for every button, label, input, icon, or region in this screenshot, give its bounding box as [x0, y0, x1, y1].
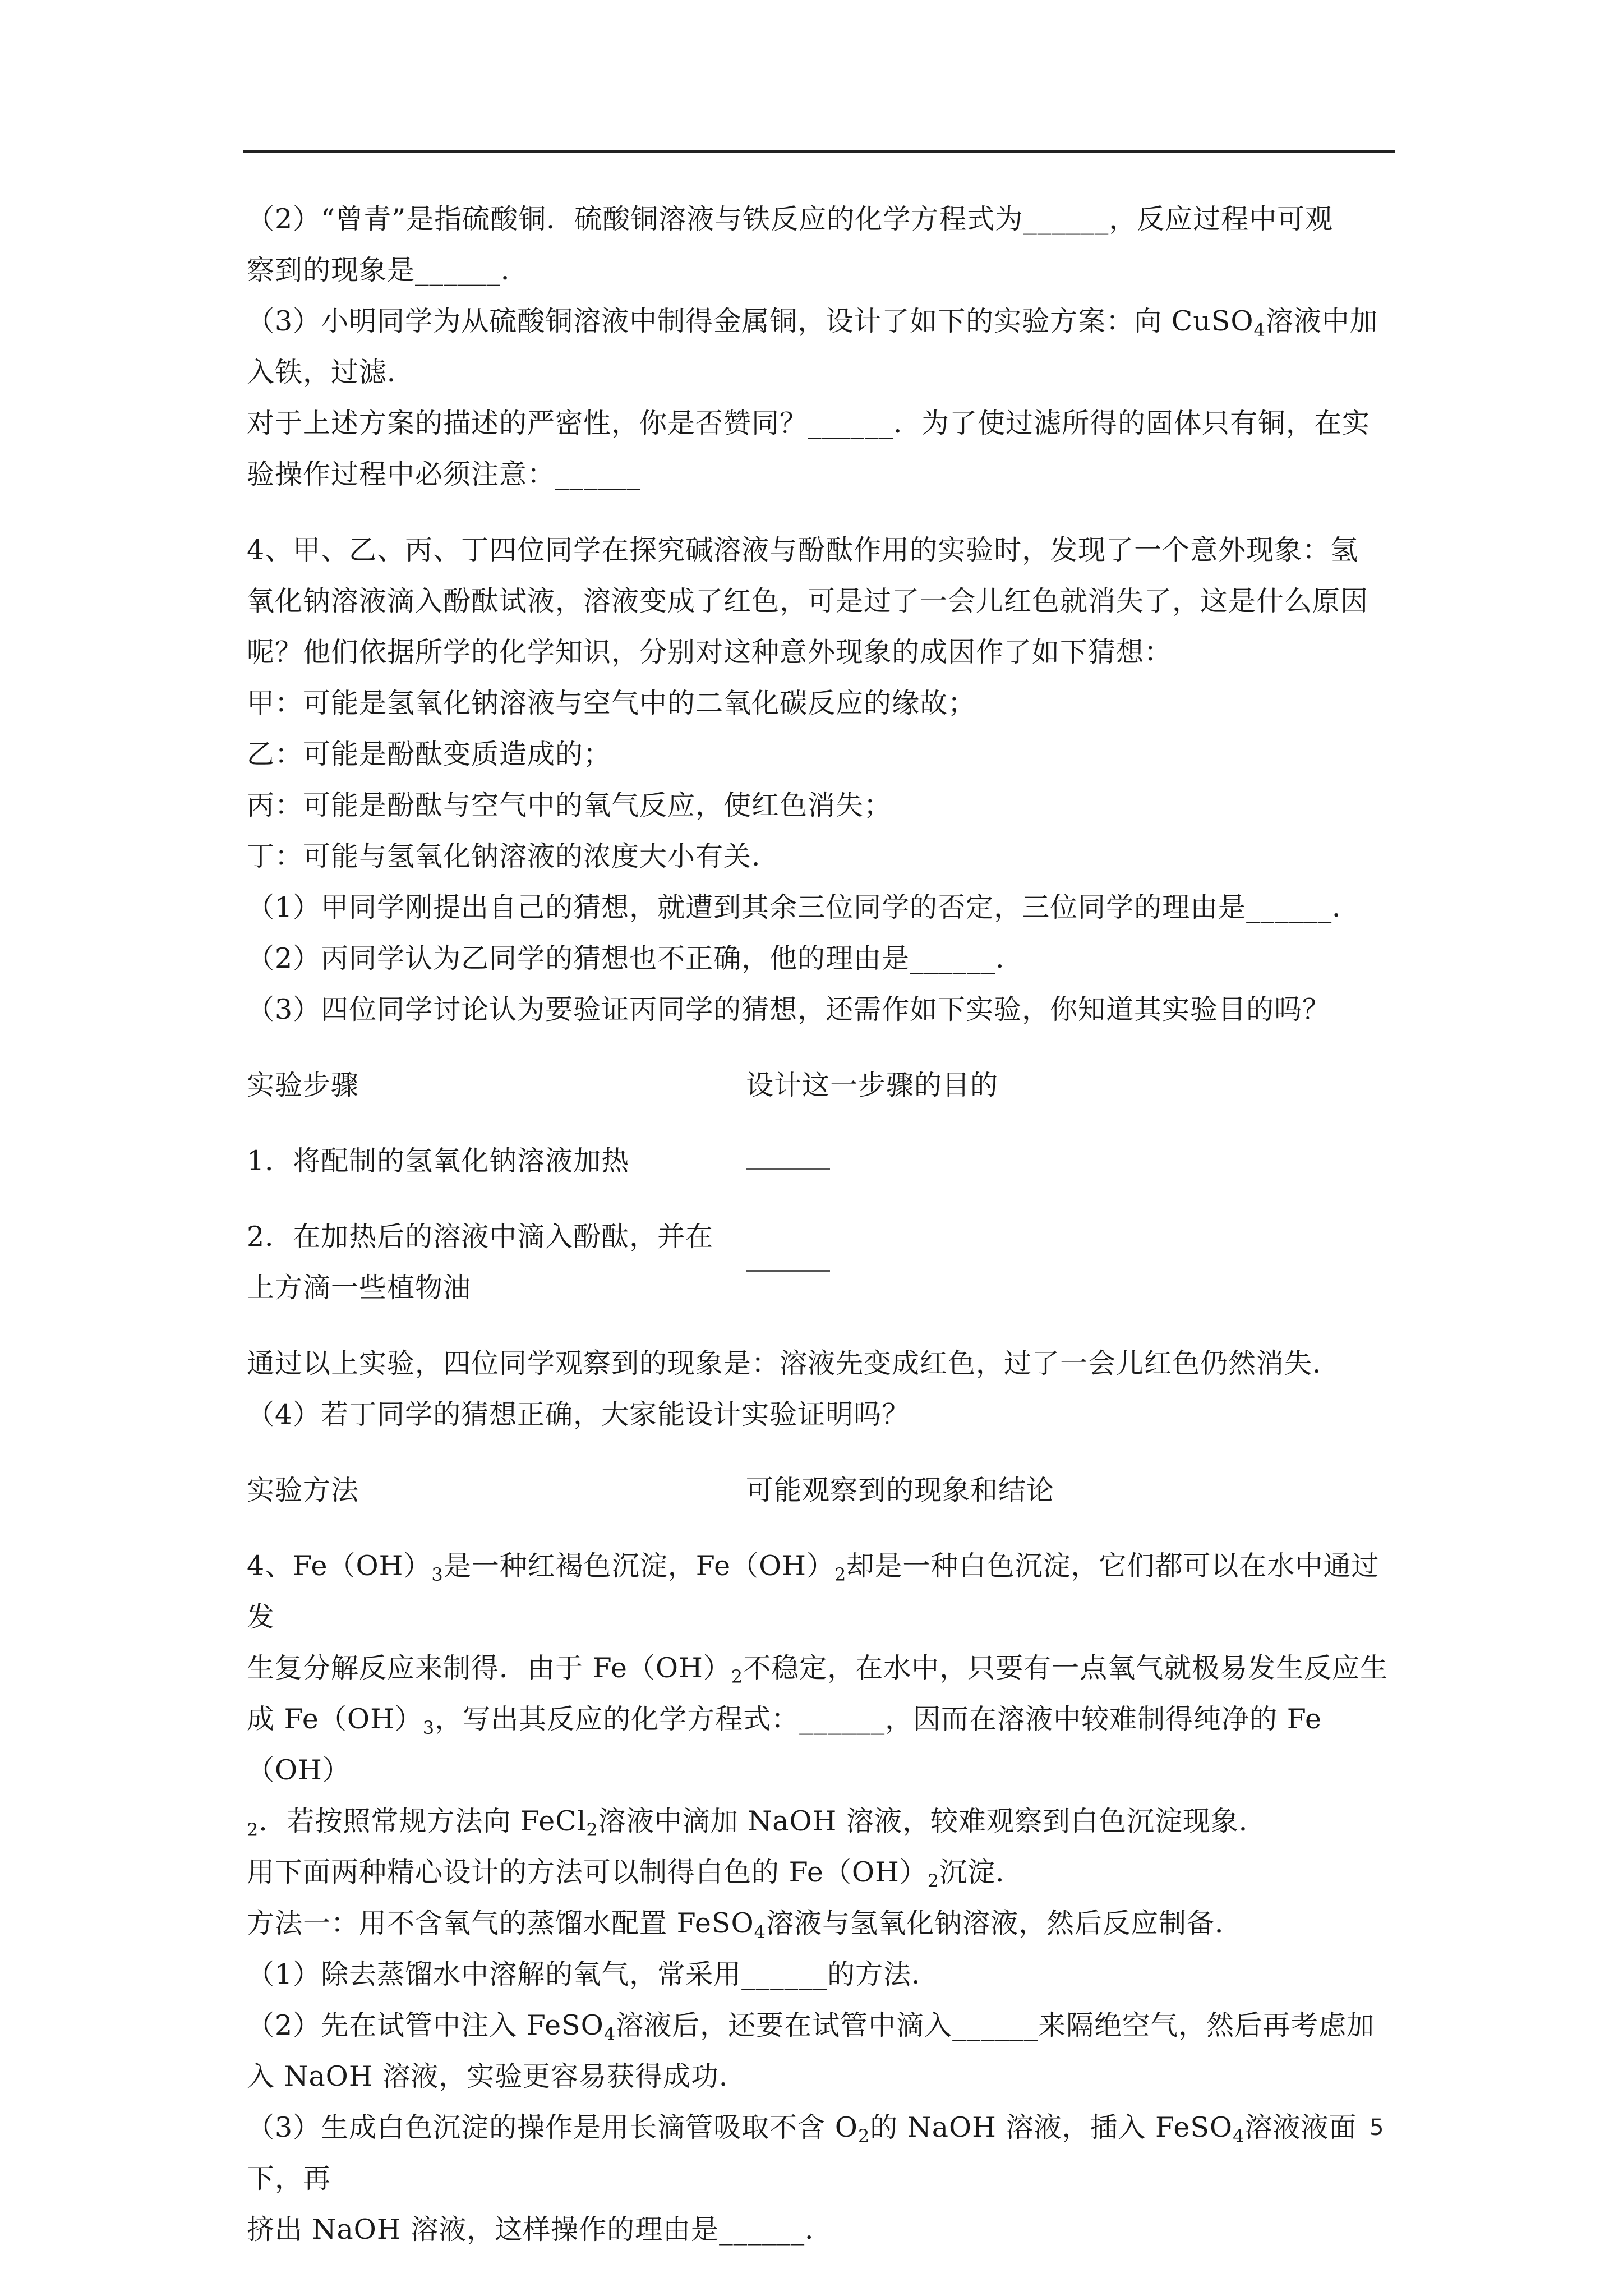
q4-sub-4: （4）若丁同学的猜想正确，大家能设计实验证明吗？ [247, 1398, 910, 1430]
table1-blank-1 [746, 1111, 1396, 1186]
q5-sub-2-line-2: 入 NaOH 溶液，实验更容易获得成功． [247, 2060, 748, 2092]
q5-sub-3-line-2: 挤出 NaOH 溶液，这样操作的理由是______． [247, 2214, 833, 2246]
q4-intro-line-3: 呢？他们依据所学的化学知识，分别对这种意外现象的成因作了如下猜想： [247, 636, 1173, 668]
experiment-table-1 [247, 1060, 1396, 1313]
table2-header-result: 可能观察到的现象和结论 [746, 1474, 1055, 1506]
q4-observation: 通过以上实验，四位同学观察到的现象是：溶液先变成红色，过了一会儿红色仍然消失． [247, 1347, 1341, 1379]
q3-3-line-3: 对于上述方案的描述的严密性，你是否赞同？______．为了使过滤所得的固体只有铜，在实 [247, 407, 1371, 439]
q3-3-line-2: 入铁，过滤． [247, 356, 416, 388]
page-number: 5 [1370, 2115, 1384, 2141]
q5-line-3: 成 $Fe(OH)_3$，写出其反应的化学方程式：______，因而在溶液中较难制得纯净的 Fe（OH） [247, 1703, 1322, 1786]
q3-3-line-1: （3）小明同学为从硫酸铜溶液中制得金属铜，设计了如下的实验方案：向 CuSO$_4$溶液中加 [247, 305, 1378, 341]
table1-header-step: 实验步骤 [247, 1069, 359, 1101]
q3-2-line-1: （2）“曾青”是指硫酸铜．硫酸铜溶液与铁反应的化学方程式为______，反应过程中可观 [247, 203, 1334, 235]
table2-header-method: 实验方法 [247, 1474, 359, 1506]
q5-line-4: $_2$．若按照常规方法向 FeCl$_2$溶液中滴加 NaOH 溶液，较难观察到白色沉淀现象． [247, 1805, 1267, 1841]
table1-step-2: 2．在加热后的溶液中滴入酚酞，并在 上方滴一些植物油 [247, 1221, 714, 1304]
q5-method-1: 方法一：用不含氧气的蒸馏水配置 FeSO$_4$溶液与氢氧化钠溶液，然后反应制备． [247, 1907, 1243, 1943]
guess-yi: 乙：可能是酚酞变质造成的； [247, 738, 612, 770]
table1-blank-2 [746, 1186, 1396, 1313]
q5-line-2: 生复分解反应来制得．由于 $Fe(OH)_2$不稳定，在水中，只要有一点氧气就极易发生反应生 [247, 1652, 1389, 1687]
table1-header-purpose: 设计这一步骤的目的 [746, 1069, 999, 1101]
guess-ding: 丁：可能与氢氧化钠溶液的浓度大小有关． [247, 840, 780, 872]
page-content [247, 194, 1396, 2255]
q4-intro-line-1: 4、甲、乙、丙、丁四位同学在探究碱溶液与酚酞作用的实验时，发现了一个意外现象：氢 [247, 534, 1359, 566]
header-rule [243, 150, 1395, 153]
q5-sub-3-line-1: （3）生成白色沉淀的操作是用长滴管吸取不含 $O_2$的 NaOH 溶液，插入 FeSO$_4$溶液液面下，再 [247, 2111, 1357, 2194]
q4-intro-line-2: 氧化钠溶液滴入酚酞试液，溶液变成了红色，可是过了一会儿红色就消失了，这是什么原因 [247, 585, 1369, 617]
q4-sub-2: （2）丙同学认为乙同学的猜想也不正确，他的理由是______． [247, 942, 1024, 974]
q5-sub-2-line-1: （2）先在试管中注入 FeSO$_4$溶液后，还要在试管中滴入______来隔绝空气，然后再考虑加 [247, 2009, 1375, 2045]
q5-sub-1: （1）除去蒸馏水中溶解的氧气，常采用______的方法． [247, 1958, 940, 1990]
q4-sub-1: （1）甲同学刚提出自己的猜想，就遭到其余三位同学的否定，三位同学的理由是______． [247, 891, 1361, 923]
experiment-table-2 [247, 1465, 1396, 1516]
table1-step-1: 1．将配制的氢氧化钠溶液加热 [247, 1145, 630, 1177]
q5-line-1: 4、$Fe(OH)_3$是一种红褐色沉淀，$Fe(OH)_2$却是一种白色沉淀，它们都可以在水中通过发 [247, 1550, 1380, 1633]
q5-line-5: 用下面两种精心设计的方法可以制得白色的 $Fe(OH)_2$沉淀． [247, 1856, 1024, 1892]
guess-jia: 甲：可能是氢氧化钠溶液与空气中的二氧化碳反应的缘故； [247, 687, 976, 719]
guess-bing: 丙：可能是酚酞与空气中的氧气反应，使红色消失； [247, 789, 892, 821]
q3-3-line-4: 验操作过程中必须注意：______ [247, 458, 642, 490]
q4-sub-3: （3）四位同学讨论认为要验证丙同学的猜想，还需作如下实验，你知道其实验目的吗？ [247, 993, 1331, 1025]
q3-2-line-2: 察到的现象是______． [247, 254, 529, 286]
